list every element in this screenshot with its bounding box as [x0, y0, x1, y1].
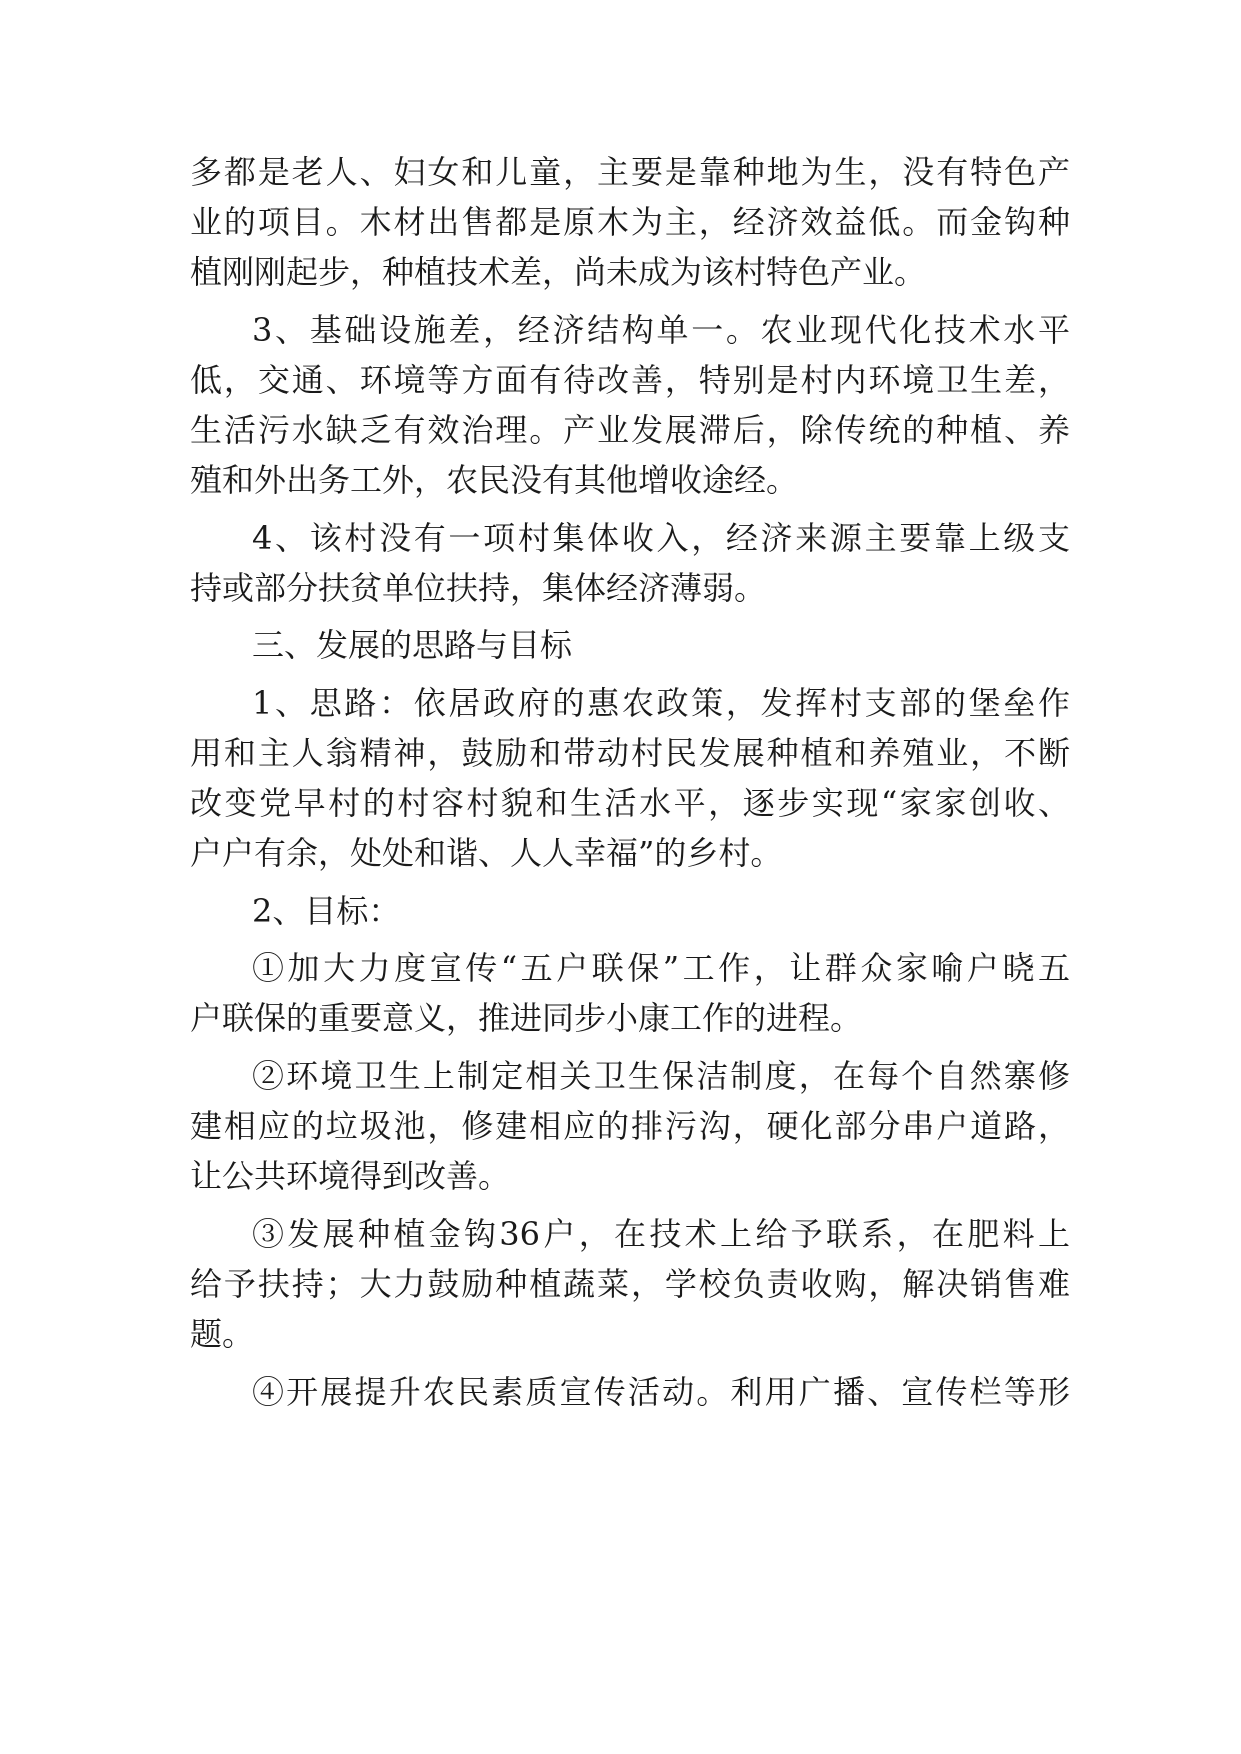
text-line: 4、该村没有一项村集体收入，经济来源主要靠上级支 — [252, 519, 1070, 557]
text-line: 让公共环境得到改善。 — [190, 1157, 511, 1195]
text-line: 持或部分扶贫单位扶持，集体经济薄弱。 — [190, 569, 767, 607]
section-heading: 三、发展的思路与目标 — [252, 626, 573, 664]
text-line: 户联保的重要意义，推进同步小康工作的进程。 — [190, 999, 863, 1037]
text-line: 多都是老人、妇女和儿童，主要是靠种地为生，没有特色产 — [190, 153, 1070, 191]
text-line: 用和主人翁精神，鼓励和带动村民发展种植和养殖业，不断 — [190, 734, 1070, 772]
text-line: 植刚刚起步，种植技术差，尚未成为该村特色产业。 — [190, 253, 927, 291]
text-line: 低，交通、环境等方面有待改善，特别是村内环境卫生差， — [190, 361, 1070, 399]
text-line: 业的项目。木材出售都是原木为主，经济效益低。而金钩种 — [190, 203, 1070, 241]
text-line: 户户有余，处处和谐、人人幸福”的乡村。 — [190, 834, 783, 872]
text-line: 改变党早村的村容村貌和生活水平，逐步实现“家家创收、 — [190, 784, 1070, 822]
text-line: 给予扶持；大力鼓励种植蔬菜，学校负责收购，解决销售难 — [190, 1265, 1070, 1303]
text-line: ③发展种植金钩36户，在技术上给予联系，在肥料上 — [252, 1215, 1070, 1253]
text-line: 题。 — [190, 1315, 255, 1353]
text-line: 1、思路：依居政府的惠农政策，发挥村支部的堡垒作 — [252, 684, 1070, 722]
text-line: ②环境卫生上制定相关卫生保洁制度，在每个自然寨修 — [252, 1057, 1070, 1095]
text-line: ①加大力度宣传“五户联保”工作，让群众家喻户晓五 — [252, 949, 1070, 987]
text-line: 建相应的垃圾池，修建相应的排污沟，硬化部分串户道路， — [190, 1107, 1070, 1145]
text-line: ④开展提升农民素质宣传活动。利用广播、宣传栏等形 — [252, 1373, 1070, 1411]
text-line: 生活污水缺乏有效治理。产业发展滞后，除传统的种植、养 — [190, 411, 1070, 449]
text-line: 2、目标： — [252, 892, 401, 930]
text-line: 殖和外出务工外，农民没有其他增收途经。 — [190, 461, 799, 499]
text-line: 3、基础设施差，经济结构单一。农业现代化技术水平 — [252, 311, 1070, 349]
